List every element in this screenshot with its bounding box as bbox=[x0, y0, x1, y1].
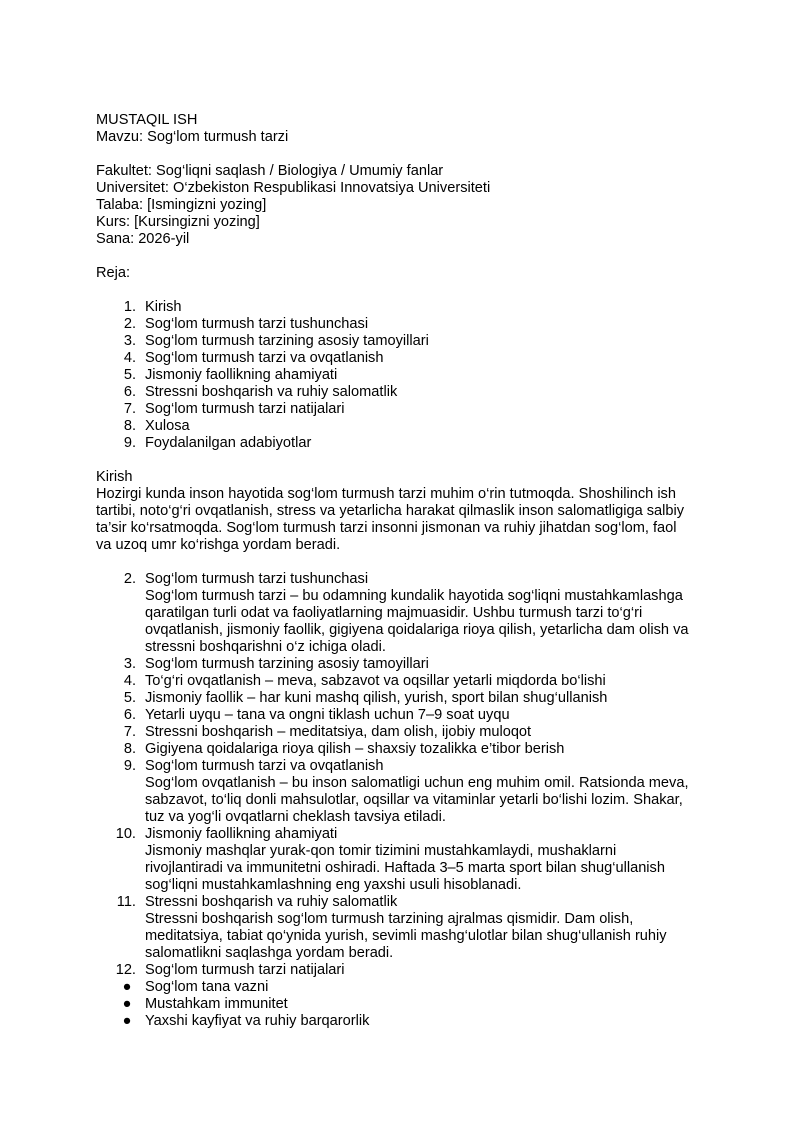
plan-heading: Reja: bbox=[96, 265, 131, 281]
bullet-marker: ● bbox=[122, 1013, 132, 1029]
section-number: 5. bbox=[123, 690, 136, 706]
section-title: Sog‘lom turmush tarzi natijalari bbox=[145, 962, 345, 978]
document-title: MUSTAQIL ISH bbox=[96, 112, 198, 128]
section-number: 12. bbox=[115, 962, 136, 978]
plan-item-label: Sog‘lom turmush tarzi natijalari bbox=[145, 401, 345, 417]
section-text-line: Stressni boshqarish sog‘lom turmush tarzining ajralmas qismidir. Dam olish, bbox=[145, 911, 634, 927]
bullet-item bbox=[96, 1013, 706, 1030]
section-number: 9. bbox=[123, 758, 136, 774]
date-line: Sana: 2026-yil bbox=[96, 231, 190, 247]
section-item bbox=[96, 571, 706, 656]
section-number: 6. bbox=[123, 707, 136, 723]
plan-item-number: 1. bbox=[123, 299, 136, 315]
plan-item bbox=[96, 316, 706, 333]
section-text-line: Sog‘lom ovqatlanish – bu inson salomatligi uchun eng muhim omil. Ratsionda meva, bbox=[145, 775, 689, 791]
section-item bbox=[96, 724, 706, 741]
intro-paragraph bbox=[96, 486, 706, 554]
intro-line: Hozirgi kunda inson hayotida sog‘lom turmush tarzi muhim o‘rin tutmoqda. Shoshilinch ish bbox=[96, 486, 676, 502]
plan-item bbox=[96, 299, 706, 316]
section-number: 11. bbox=[116, 894, 136, 910]
bullet-marker: ● bbox=[122, 979, 132, 995]
section-title: Stressni boshqarish – meditatsiya, dam olish, ijobiy muloqot bbox=[145, 724, 532, 740]
bullet-item bbox=[96, 979, 706, 996]
section-title: To‘g‘ri ovqatlanish – meva, sabzavot va oqsillar yetarli miqdorda bo‘lishi bbox=[145, 673, 606, 689]
plan-item bbox=[96, 418, 706, 435]
student-line: Talaba: [Ismingizni yozing] bbox=[96, 197, 267, 213]
intro-heading: Kirish bbox=[96, 469, 133, 485]
document-page bbox=[96, 112, 706, 1030]
bullet-text: Yaxshi kayfiyat va ruhiy barqarorlik bbox=[145, 1013, 370, 1029]
bullet-text: Mustahkam immunitet bbox=[145, 996, 288, 1012]
plan-item-label: Jismoniy faollikning ahamiyati bbox=[145, 367, 338, 383]
section-number: 4. bbox=[123, 673, 136, 689]
intro-line: tartibi, noto‘g‘ri ovqatlanish, stress va yetarlicha harakat qilmaslik inson salomatligiga salbiy bbox=[96, 503, 685, 519]
plan-item-number: 8. bbox=[123, 418, 136, 434]
plan-item-number: 3. bbox=[123, 333, 136, 349]
plan-item-label: Kirish bbox=[145, 299, 182, 315]
section-title: Gigiyena qoidalariga rioya qilish – shaxsiy tozalikka e’tibor berish bbox=[145, 741, 565, 757]
plan-item-number: 6. bbox=[123, 384, 136, 400]
plan-item-label: Foydalanilgan adabiyotlar bbox=[145, 435, 312, 451]
intro-line: ta’sir ko‘rsatmoqda. Sog‘lom turmush tarzi insonni jismonan va ruhiy jihatdan sog‘lom, faol bbox=[96, 520, 677, 536]
section-item bbox=[96, 894, 706, 962]
section-item bbox=[96, 673, 706, 690]
section-text-line: qaratilgan turli odat va faoliyatlarning majmuasidir. Ushbu turmush tarzi to‘g‘ri bbox=[145, 605, 643, 621]
section-text-line: stressni boshqarishni o‘z ichiga oladi. bbox=[145, 639, 386, 655]
results-bullet-list bbox=[96, 979, 706, 1030]
plan-item-number: 9. bbox=[123, 435, 136, 451]
plan-item-number: 4. bbox=[123, 350, 136, 366]
document-subject: Mavzu: Sog‘lom turmush tarzi bbox=[96, 129, 289, 145]
section-text-line: ovqatlanish, jismoniy faollik, gigiyena qoidalariga rioya qilish, yetarlicha dam olish va bbox=[145, 622, 689, 638]
faculty-line: Fakultet: Sog‘liqni saqlash / Biologiya / Umumiy fanlar bbox=[96, 163, 444, 179]
bullet-item bbox=[96, 996, 706, 1013]
section-text-line: tuz va yog‘li ovqatlarni cheklash tavsiya etiladi. bbox=[145, 809, 446, 825]
section-item bbox=[96, 690, 706, 707]
plan-item-label: Sog‘lom turmush tarzining asosiy tamoyillari bbox=[145, 333, 429, 349]
university-line: Universitet: O‘zbekiston Respublikasi Innovatsiya Universiteti bbox=[96, 180, 491, 196]
section-number: 10. bbox=[115, 826, 136, 842]
plan-item-label: Xulosa bbox=[145, 418, 190, 434]
plan-list bbox=[96, 299, 706, 452]
section-text-line: sog‘liqni mustahkamlashning eng yaxshi usuli hisoblanadi. bbox=[145, 877, 522, 893]
section-text-line: Jismoniy mashqlar yurak-qon tomir tizimini mustahkamlaydi, mushaklarni bbox=[145, 843, 617, 859]
body-list bbox=[96, 571, 706, 979]
plan-item bbox=[96, 367, 706, 384]
section-title: Jismoniy faollikning ahamiyati bbox=[145, 826, 338, 842]
section-item bbox=[96, 707, 706, 724]
section-title: Sog‘lom turmush tarzining asosiy tamoyillari bbox=[145, 656, 429, 672]
plan-item bbox=[96, 401, 706, 418]
section-item bbox=[96, 741, 706, 758]
plan-item bbox=[96, 435, 706, 452]
section-number: 7. bbox=[123, 724, 136, 740]
section-item bbox=[96, 656, 706, 673]
plan-item bbox=[96, 333, 706, 350]
plan-item-number: 2. bbox=[123, 316, 136, 332]
section-text-line: rivojlantiradi va immunitetni oshiradi. Haftada 3–5 marta sport bilan shug‘ullanish bbox=[145, 860, 665, 876]
section-title: Sog‘lom turmush tarzi tushunchasi bbox=[145, 571, 369, 587]
section-title: Sog‘lom turmush tarzi va ovqatlanish bbox=[145, 758, 384, 774]
course-line: Kurs: [Kursingizni yozing] bbox=[96, 214, 260, 230]
section-number: 8. bbox=[123, 741, 136, 757]
bullet-marker: ● bbox=[122, 996, 132, 1012]
section-item bbox=[96, 962, 706, 979]
plan-item-number: 7. bbox=[123, 401, 136, 417]
section-item bbox=[96, 826, 706, 894]
section-text-line: Sog‘lom turmush tarzi – bu odamning kundalik hayotida sog‘liqni mustahkamlashga bbox=[145, 588, 683, 604]
section-title: Jismoniy faollik – har kuni mashq qilish, yurish, sport bilan shug‘ullanish bbox=[145, 690, 608, 706]
plan-item-label: Sog‘lom turmush tarzi va ovqatlanish bbox=[145, 350, 384, 366]
section-title: Yetarli uyqu – tana va ongni tiklash uchun 7–9 soat uyqu bbox=[145, 707, 510, 723]
bullet-text: Sog‘lom tana vazni bbox=[145, 979, 269, 995]
plan-item-label: Sog‘lom turmush tarzi tushunchasi bbox=[145, 316, 369, 332]
plan-item bbox=[96, 384, 706, 401]
section-text-line: sabzavot, to‘liq donli mahsulotlar, oqsillar va vitaminlar yetarli bo‘lishi lozim. Shakar, bbox=[145, 792, 683, 808]
intro-line: va uzoq umr ko‘rishga yordam beradi. bbox=[96, 537, 341, 553]
section-title: Stressni boshqarish va ruhiy salomatlik bbox=[145, 894, 398, 910]
plan-item-number: 5. bbox=[123, 367, 136, 383]
plan-item bbox=[96, 350, 706, 367]
section-number: 2. bbox=[123, 571, 136, 587]
section-text-line: meditatsiya, tabiat qo‘ynida yurish, sevimli mashg‘ulotlar bilan shug‘ullanish ruhiy bbox=[145, 928, 667, 944]
section-number: 3. bbox=[123, 656, 136, 672]
section-item bbox=[96, 758, 706, 826]
section-text-line: salomatlikni saqlashga yordam beradi. bbox=[145, 945, 394, 961]
plan-item-label: Stressni boshqarish va ruhiy salomatlik bbox=[145, 384, 398, 400]
